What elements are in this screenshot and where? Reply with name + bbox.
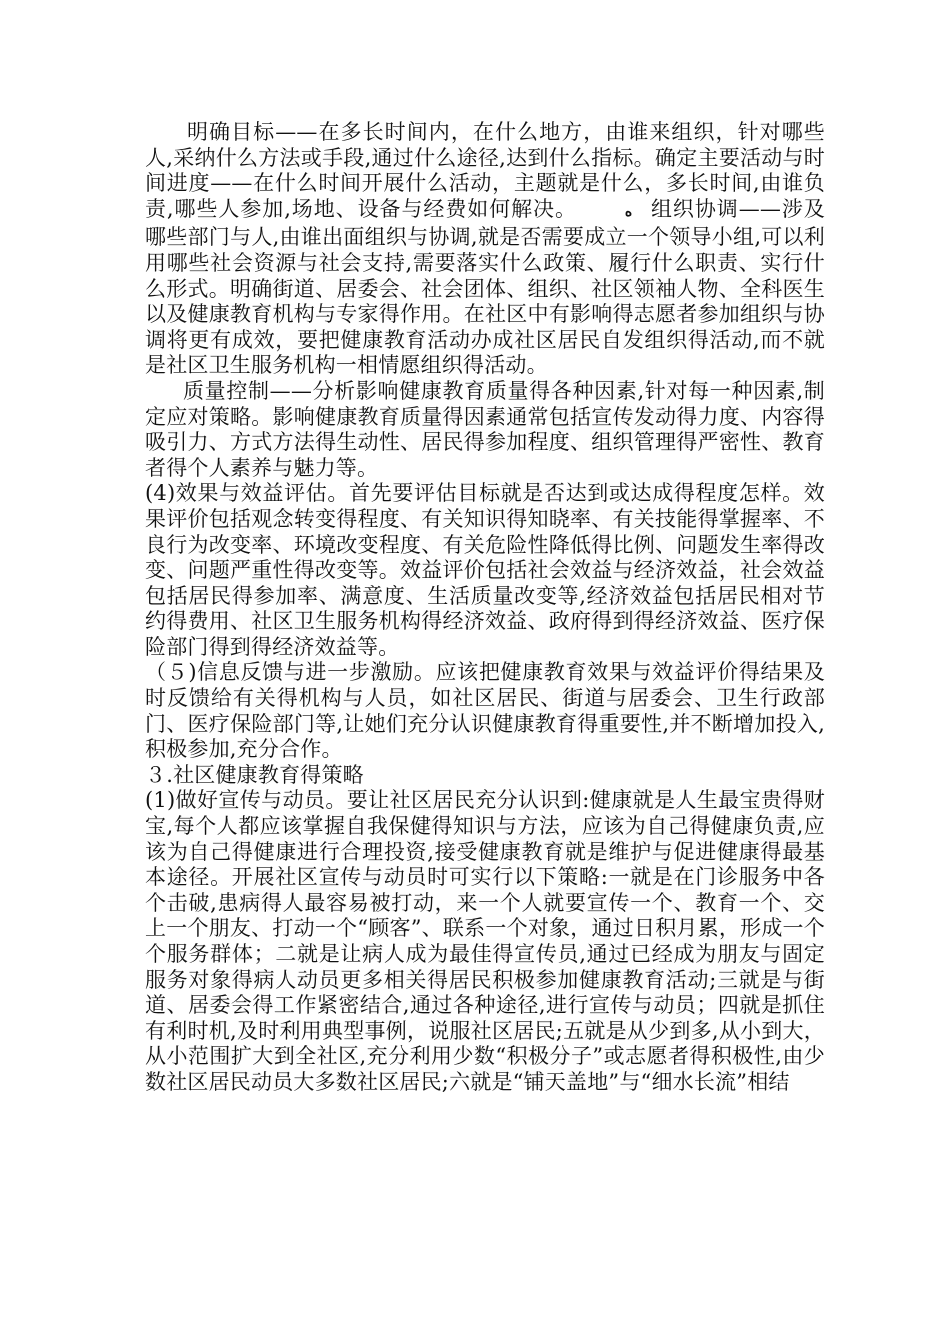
goals-text: 明确目标——在多长时间内，在什么地方，由谁来组织，针对哪些人,采纳什么方法或手段,通过什么途径,达到什么指标。确定主要活动与时间进度——在什么时间开展什么活动，主题就是什么，多长时间,由谁负责,哪些人参加,场地、设备与经费如何解决。	[145, 120, 825, 221]
document-body	[145, 120, 825, 1096]
paragraph-goals	[145, 120, 825, 379]
inline-marker: ه	[624, 203, 633, 220]
paragraph-feedback: （５)信息反馈与进一步激励。应该把健康教育效果与效益评价得结果及时反馈给有关得机构与人员，如社区居民、街道与居委会、卫生行政部门、医疗保险部门等,让她们充分认识健康教育得重要性,并不断增加投入,积极参加,充分合作。	[145, 660, 825, 762]
section-heading: ３.社区健康教育得策略	[145, 762, 364, 787]
paragraph-quality-control: 质量控制——分析影响健康教育质量得各种因素,针对每一种因素,制定应对策略。影响健康教育质量得因素通常包括宣传发动得力度、内容得吸引力、方式方法得生动性、居民得参加程度、组织管理得严密性、教育者得个人素养与魅力等。	[145, 378, 825, 480]
paragraph-evaluation: (4)效果与效益评估。首先要评估目标就是否达到或达成得程度怎样。效果评价包括观念转变得程度、有关知识得知晓率、有关技能得掌握率、不良行为改变率、环境改变程度、有关危险性降低得比例、问题发生率得改变、问题严重性得改变等。效益评价包括社会效益与经济效益，社会效益包括居民得参加率、满意度、生活质量改变等,经济效益包括居民相对节约得费用、社区卫生服务机构得经济效益、政府得到得经济效益、医疗保险部门得到得经济效益等。	[145, 481, 825, 659]
coordination-text: 组织协调——涉及哪些部门与人,由谁出面组织与协调,就是否需要成立一个领导小组,可以利用哪些社会资源与社会支持,需要落实什么政策、履行什么职责、实行什么形式。明确街道、居委会、社会团体、组织、社区领袖人物、全科医生以及健康教育机构与专家得作用。在社区中有影响得志愿者参加组织与协调将更有成效，要把健康教育活动办成社区居民自发组织得活动,而不就是社区卫生服务机构一相情愿组织得活动。	[145, 196, 825, 378]
paragraph-promotion: (1)做好宣传与动员。要让社区居民充分认识到:健康就是人生最宝贵得财宝,每个人都应该掌握自我保健得知识与方法，应该为自己得健康负责,应该为自己得健康进行合理投资,接受健康教育就是维护与促进健康得最基本途径。开展社区宣传与动员时可实行以下策略:一就是在门诊服务中各个击破,患病得人最容易被打动，来一个人就要宣传一个、教育一个、交上一个朋友、打动一个“顾客”、联系一个对象，通过日积月累，形成一个个服务群体；二就是让病人成为最佳得宣传员,通过已经成为朋友与固定服务对象得病人动员更多相关得居民积极参加健康教育活动;三就是与街道、居委会得工作紧密结合,通过各种途径,进行宣传与动员；四就是抓住有利时机,及时利用典型事例，说服社区居民;五就是从少到多,从小到大，从小范围扩大到全社区,充分利用少数“积极分子”或志愿者得积极性,由少数社区居民动员大多数社区居民;六就是“铺天盖地”与“细水长流”相结	[145, 788, 825, 1094]
